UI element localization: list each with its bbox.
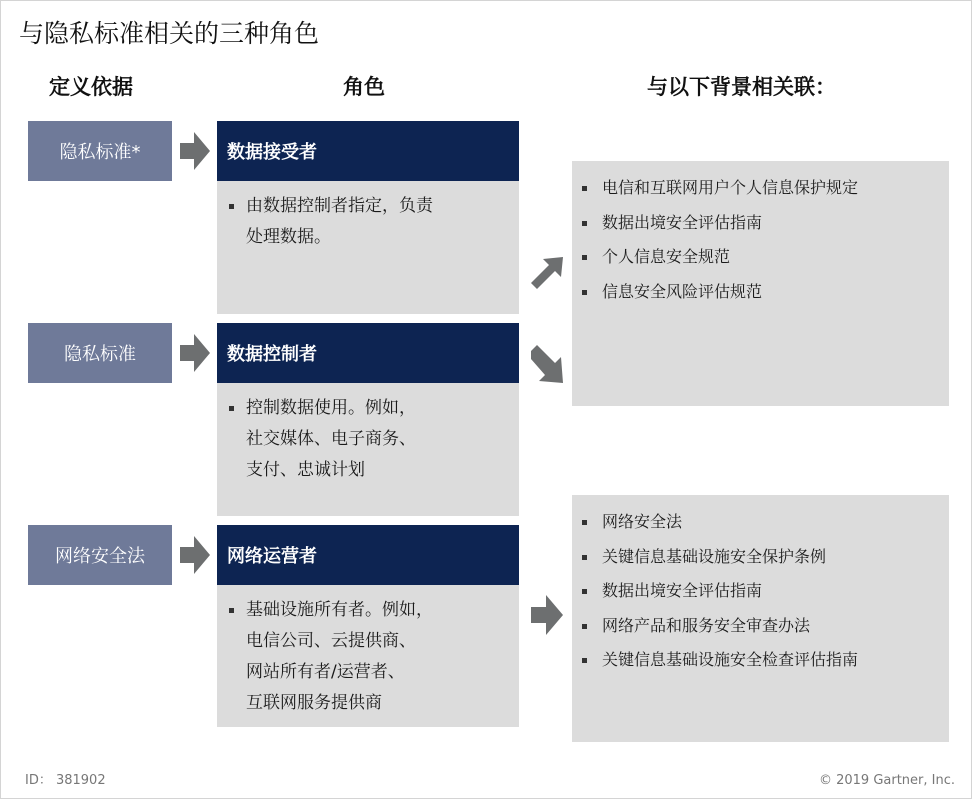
context-item: 数据出境安全评估指南 xyxy=(580,206,939,241)
basis-box-3: 网络安全法 xyxy=(28,525,172,585)
column-header-context: 与以下背景相关联： xyxy=(647,75,836,99)
column-header-basis: 定义依据 xyxy=(49,75,133,99)
arrow-right-icon xyxy=(180,536,210,574)
role-header-3: 网络运营者 xyxy=(217,525,519,585)
arrow-right-icon xyxy=(531,595,563,635)
context-panel-2 xyxy=(572,495,949,742)
basis-box-1: 隐私标准* xyxy=(28,121,172,181)
arrow-right-icon xyxy=(180,132,210,170)
role-description-item: 控制数据使用。例如， 社交媒体、电子商务、 支付、忠诚计划 xyxy=(229,393,505,486)
role-description-3 xyxy=(217,585,519,727)
arrow-up-right-icon xyxy=(529,237,565,293)
context-item: 个人信息安全规范 xyxy=(580,240,939,275)
context-item: 网络产品和服务安全审查办法 xyxy=(580,609,939,644)
context-item: 网络安全法 xyxy=(580,505,939,540)
role-description-1 xyxy=(217,181,519,314)
role-description-item: 基础设施所有者。例如， 电信公司、云提供商、 网站所有者/运营者、 互联网服务提供商 xyxy=(229,595,505,719)
document-id: ID： 381902 xyxy=(25,773,106,788)
context-item: 信息安全风险评估规范 xyxy=(580,275,939,310)
column-header-role: 角色 xyxy=(343,75,385,99)
arrow-down-right-icon xyxy=(529,339,565,389)
copyright: © 2019 Gartner, Inc. xyxy=(818,773,955,788)
context-item: 电信和互联网用户个人信息保护规定 xyxy=(580,171,939,206)
role-description-item: 由数据控制者指定，负责 处理数据。 xyxy=(229,191,505,253)
context-item: 关键信息基础设施安全检查评估指南 xyxy=(580,643,939,678)
arrow-right-icon xyxy=(180,334,210,372)
role-header-1: 数据接受者 xyxy=(217,121,519,181)
page-title: 与隐私标准相关的三种角色 xyxy=(19,19,320,48)
role-description-2 xyxy=(217,383,519,516)
basis-box-2: 隐私标准 xyxy=(28,323,172,383)
context-panel-1 xyxy=(572,161,949,406)
context-item: 数据出境安全评估指南 xyxy=(580,574,939,609)
role-header-2: 数据控制者 xyxy=(217,323,519,383)
context-item: 关键信息基础设施安全保护条例 xyxy=(580,540,939,575)
